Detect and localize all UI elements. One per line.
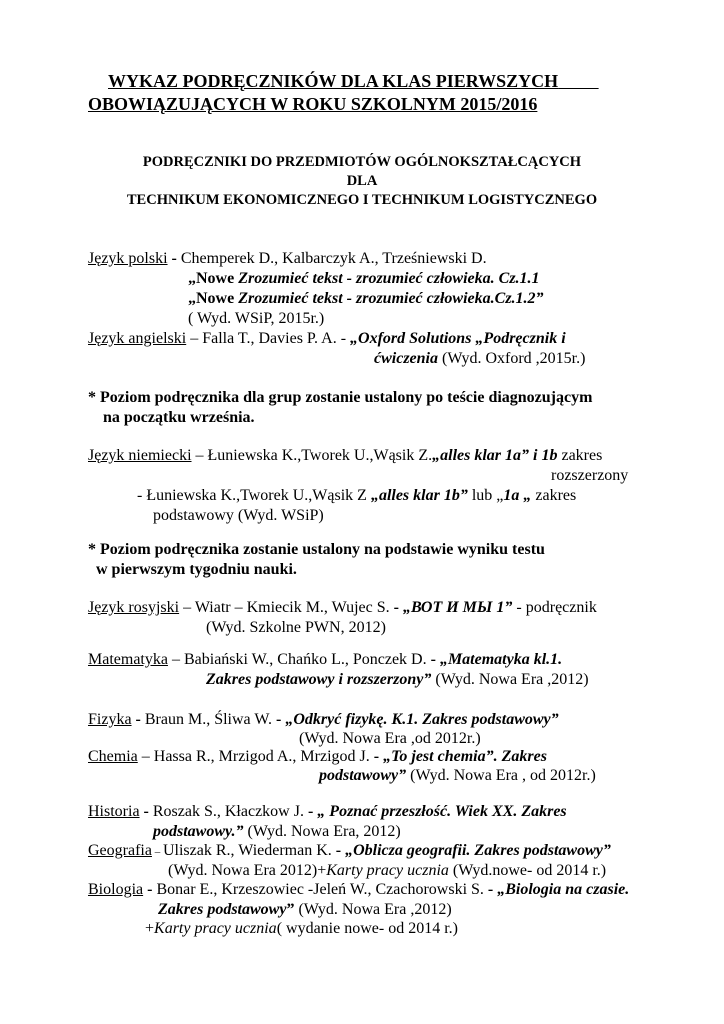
publisher: (Wyd. Nowa Era , od 2012r.) <box>406 767 596 784</box>
authors: Łuniewska K.,Tworek U.,Wąsik Z. <box>207 447 433 464</box>
subject-label: Historia <box>88 803 140 820</box>
subject-label: Chemia <box>88 748 138 765</box>
dash: - <box>393 599 403 616</box>
publisher: (Wyd. Nowa Era, 2012) <box>243 823 401 840</box>
entry-angielski <box>88 330 566 348</box>
dash: - <box>335 842 346 859</box>
book-title: Zrozumieć tekst - zrozumieć człowieka.Cz.1.2” <box>238 290 544 307</box>
biologia-line2 <box>158 901 452 919</box>
book-title-cont: podstawowy.” <box>153 823 244 840</box>
separator: - <box>131 711 145 728</box>
historia-line2 <box>153 823 401 841</box>
book-title: „To jest chemia”. Zakres <box>383 748 547 765</box>
book-title-cont: Zakres podstawowy <box>158 901 287 918</box>
subject-label: Język angielski <box>88 330 187 347</box>
book-title: „alles klar 1b” <box>370 487 468 504</box>
separator: – <box>167 651 184 668</box>
authors: Roszak S., Kłaczkow J. <box>152 803 308 820</box>
authors: Hassa R., Mrzigod A., Mrzigod J. <box>153 748 374 765</box>
book-title: „Odkryć fizykę. K.1. Zakres podstawowy” <box>285 711 559 728</box>
or-text: lub „ <box>467 487 504 504</box>
authors: Bonar E., Krzeszowiec -Jeleń W., Czachorowski S. <box>156 881 488 898</box>
level: zakres <box>531 487 577 504</box>
note1-line2: na początku września. <box>103 409 255 426</box>
entry-polski <box>88 250 487 268</box>
book-title: „ВОТ И МЫ 1” <box>402 599 513 616</box>
subject-label: Biologia <box>88 881 144 898</box>
entry-biologia <box>88 881 629 899</box>
publisher: (Wyd. Oxford ,2015r.) <box>438 350 586 367</box>
entry-matematyka <box>88 651 562 669</box>
subject-label: Matematyka <box>88 651 168 668</box>
polski-publisher: ( Wyd. WSiP, 2015r.) <box>188 310 325 327</box>
authors: Chemperek D., Kalbarczyk A., Trześniewski D. <box>180 250 487 267</box>
entry-chemia <box>88 748 547 766</box>
subject-label: Język rosyjski <box>88 599 180 616</box>
separator: – <box>151 846 163 858</box>
publisher: (Wyd. Nowa Era ,2012) <box>431 671 589 688</box>
book-title-cont: Zakres podstawowy i rozszerzony” <box>206 671 432 688</box>
dash: - <box>430 651 440 668</box>
authors: - Łuniewska K.,Tworek U.,Wąsik Z <box>137 487 371 504</box>
angielski-line2 <box>374 350 585 368</box>
niemiecki-line3 <box>137 487 576 505</box>
entry-geografia <box>88 842 611 861</box>
matematyka-line2 <box>206 671 589 689</box>
niemiecki-level2b: podstawowy (Wyd. WSiP) <box>153 507 324 524</box>
publisher: (Wyd. Nowa Era 2012)+ <box>168 862 327 879</box>
book-title: „Biologia na czasie. <box>497 881 630 898</box>
book-title-cont: podstawowy” <box>319 767 407 784</box>
book-title-cont: ćwiczenia <box>374 350 438 367</box>
polski-book1 <box>188 270 540 288</box>
separator: - <box>139 803 153 820</box>
dash: - <box>276 711 286 728</box>
document-title-line1 <box>108 71 599 91</box>
niemiecki-level1b: rozszerzony <box>551 467 629 484</box>
subject-label: Fizyka <box>88 711 132 728</box>
entry-historia <box>88 803 567 821</box>
extra-material: Karty pracy ucznia <box>326 862 449 879</box>
document-title-line2 <box>88 94 537 114</box>
rest: - podręcznik <box>512 599 597 616</box>
book-prefix: „Nowe <box>188 270 239 287</box>
geografia-line2 <box>168 862 606 880</box>
subtitle-line1: PODRĘCZNIKI DO PRZEDMIOTÓW OGÓLNOKSZTAŁCĄCYCH <box>142 154 582 170</box>
note2-line2: w pierwszym tygodniu nauki. <box>96 561 297 578</box>
title-line1-underline-pad <box>558 71 599 91</box>
separator: – <box>191 447 208 464</box>
subject-label: Język polski <box>88 250 168 267</box>
biologia-line3 <box>145 920 458 938</box>
book-title: „Matematyka kl.1. <box>439 651 563 668</box>
title-line2-text: OBOWIĄZUJĄCYCH W ROKU SZKOLNYM 2015/2016 <box>88 94 538 114</box>
level: zakres <box>557 447 603 464</box>
book-title: Zrozumieć tekst - zrozumieć człowieka. Cz.1.1 <box>238 270 540 287</box>
closing-quote: ” <box>286 901 295 918</box>
book-title: „Oblicza geografii. Zakres podstawowy” <box>345 842 611 859</box>
book-title: „alles klar 1a” i 1b <box>432 447 558 464</box>
separator: - <box>143 881 157 898</box>
extra-publisher: (Wyd.nowe- od 2014 r.) <box>448 862 607 879</box>
separator: – <box>179 599 195 616</box>
authors: Uliszak R., Wiederman K. <box>162 842 336 859</box>
subject-label: Geografia <box>88 842 152 859</box>
dash: - <box>487 881 498 898</box>
dash: - <box>307 803 318 820</box>
note1-line1: * Poziom podręcznika dla grup zostanie ustalony po teście diagnozującym <box>88 389 593 406</box>
plus-sign: + <box>145 920 155 937</box>
separator: – <box>137 748 154 765</box>
subtitle-line3: TECHNIKUM EKONOMICZNEGO I TECHNIKUM LOGISTYCZNEGO <box>126 192 598 208</box>
polski-book2 <box>188 290 544 308</box>
book-prefix: „Nowe <box>188 290 239 307</box>
chemia-line2 <box>319 767 596 785</box>
separator: - <box>167 250 181 267</box>
subtitle-line2: DLA <box>346 173 378 189</box>
entry-rosyjski <box>88 599 597 617</box>
publisher: (Wyd. Nowa Era ,2012) <box>294 901 452 918</box>
subject-label: Język niemiecki <box>88 447 192 464</box>
authors: Babiański W., Chańko L., Ponczek D. <box>183 651 431 668</box>
authors: Wiatr – Kmiecik M., Wujec S. <box>194 599 394 616</box>
extra-publisher: ( wydanie nowe- od 2014 r.) <box>276 920 458 937</box>
book-title: „ Poznać przeszłość. Wiek XX. Zakres <box>317 803 567 820</box>
authors: Braun M., Śliwa W. <box>144 711 276 728</box>
book-title: „Oxford Solutions „Podręcznik i <box>350 330 566 347</box>
separator: – <box>186 330 203 347</box>
entry-fizyka <box>88 711 559 729</box>
authors: Falla T., Davies P. A. - <box>202 330 351 347</box>
extra-material: Karty pracy ucznia <box>154 920 277 937</box>
entry-niemiecki <box>88 447 602 465</box>
note2-line1: * Poziom podręcznika zostanie ustalony na podstawie wyniku testu <box>88 541 545 558</box>
rosyjski-publisher: (Wyd. Szkolne PWN, 2012) <box>206 619 386 636</box>
book-title-alt: 1a „ <box>503 487 532 504</box>
fizyka-publisher: (Wyd. Nowa Era ,od 2012r.) <box>299 730 481 747</box>
title-line1-text: WYKAZ PODRĘCZNIKÓW DLA KLAS PIERWSZYCH <box>108 71 559 91</box>
dash: - <box>373 748 384 765</box>
